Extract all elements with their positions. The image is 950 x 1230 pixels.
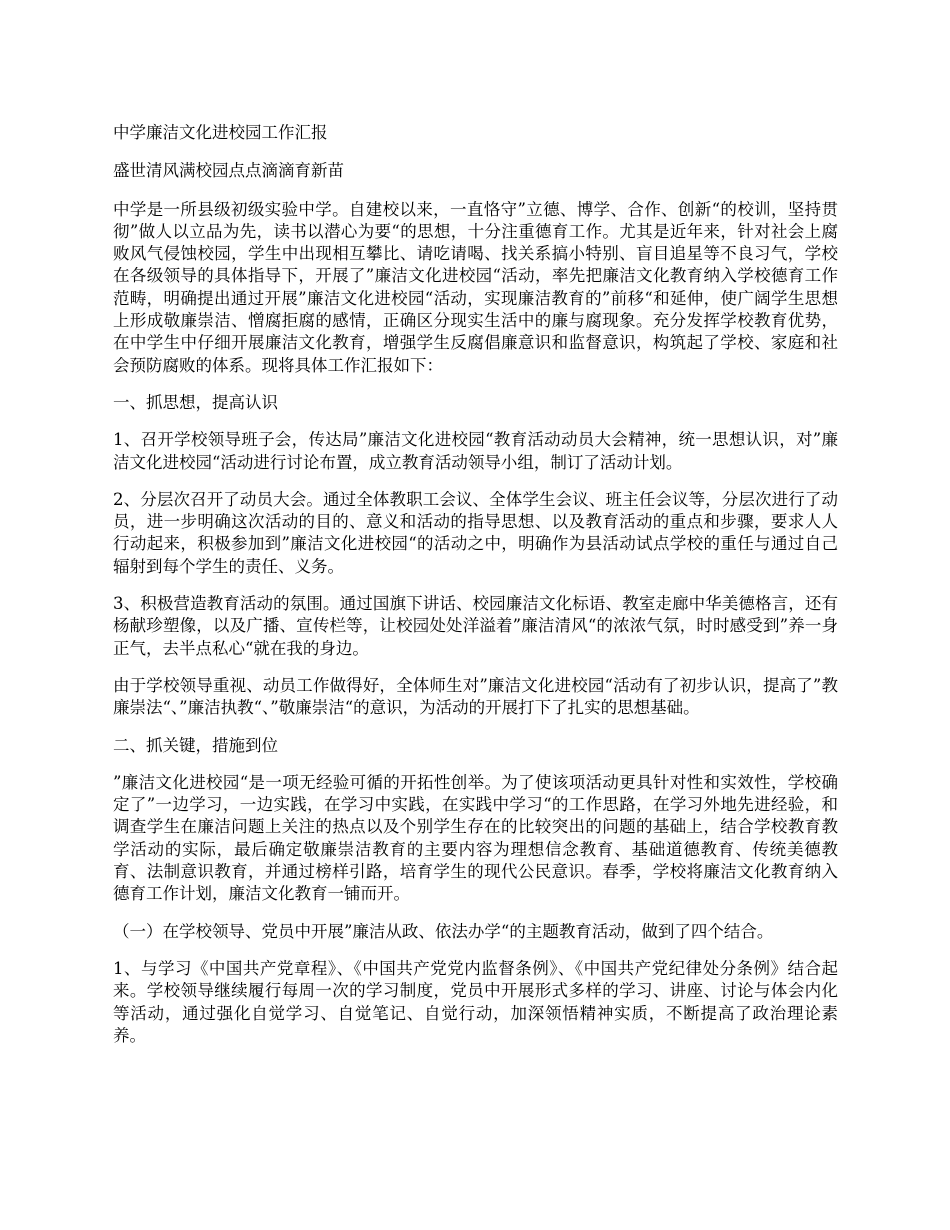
body-paragraph: ”廉洁文化进校园“是一项无经验可循的开拓性创举。为了使该项活动更具针对性和实效性，学校确定了”一边学习，一边实践，在学习中实践，在实践中学习“的工作思路，在学习外地先进经验，和调查学生在廉洁问题上关注的热点以及个别学生存在的比较突出的问题的基础上，结合学校教育教学活动的实际，最后确定敬廉崇洁教育的主要内容为理想信念教育、基础道德教育、传统美德教育、法制意识教育，并通过榜样引路，培育学生的现代公民意识。春季，学校将廉洁文化教育纳入德育工作计划，廉洁文化教育一铺而开。 (113, 772, 838, 904)
subsection-heading: （一）在学校领导、党员中开展”廉洁从政、依法办学“的主题教育活动，做到了四个结合。 (113, 921, 774, 941)
body-paragraph: 2、分层次召开了动员大会。通过全体教职工会议、全体学生会议、班主任会议等，分层次进行了动员，进一步明确这次活动的目的、意义和活动的指导思想、以及教育活动的重点和步骤，要求人人行动起来，积极参加到”廉洁文化进校园“的活动之中，明确作为县活动试点学校的重任与通过自己辐射到每个学生的责任、义务。 (113, 489, 838, 576)
document-subtitle: 盛世清风满校园点点滴滴育新苗 (113, 161, 344, 181)
body-paragraph: 1、召开学校领导班子会，传达局”廉洁文化进校园“教育活动动员大会精神，统一思想认识，对”廉洁文化进校园“活动进行讨论布置，成立教育活动领导小组，制订了活动计划。 (113, 430, 838, 472)
section-heading-1: 一、抓思想，提高认识 (113, 392, 278, 412)
body-paragraph: 1、与学习《中国共产党章程》、《中国共产党党内监督条例》、《中国共产党纪律处分条例》结合起来。学校领导继续履行每周一次的学习制度，党员中开展形式多样的学习、讲座、讨论与体会内化等活动，通过强化自觉学习、自觉笔记、自觉行动，加深领悟精神实质，不断提高了政治理论素养。 (113, 958, 838, 1045)
document-page (113, 122, 838, 1062)
section-heading-2: 二、抓关键，措施到位 (113, 735, 278, 755)
body-paragraph: 由于学校领导重视、动员工作做得好，全体师生对”廉洁文化进校园“活动有了初步认识，提高了”教廉崇法“、”廉洁执教“、”敬廉崇洁“的意识，为活动的开展打下了扎实的思想基础。 (113, 675, 838, 718)
intro-paragraph: 中学是一所县级初级实验中学。自建校以来，一直恪守”立德、博学、合作、创新“的校训，坚持贯彻”做人以立品为先，读书以潜心为要“的思想，十分注重德育工作。尤其是近年来，针对社会上腐败风气侵蚀校园，学生中出现相互攀比、请吃请喝、找关系搞小特别、盲目追星等不良习气，学校在各级领导的具体指导下，开展了”廉洁文化进校园“活动，率先把廉洁文化教育纳入学校德育工作范畴，明确提出通过开展”廉洁文化进校园“活动，实现廉洁教育的”前移“和延伸，使广阔学生思想上形成敬廉崇洁、憎腐拒腐的感情，正确区分现实生活中的廉与腐现象。充分发挥学校教育优势，在中学生中仔细开展廉洁文化教育，增强学生反腐倡廉意识和监督意识，构筑起了学校、家庭和社会预防腐败的体系。现将具体工作汇报如下： (113, 199, 838, 375)
document-title: 中学廉洁文化进校园工作汇报 (113, 123, 328, 142)
body-paragraph: 3、积极营造教育活动的氛围。通过国旗下讲话、校园廉洁文化标语、教室走廊中华美德格言，还有杨献珍塑像，以及广播、宣传栏等，让校园处处洋溢着”廉洁清风“的浓浓气氛，时时感受到”养一身正气，去半点私心“就在我的身边。 (113, 594, 838, 658)
